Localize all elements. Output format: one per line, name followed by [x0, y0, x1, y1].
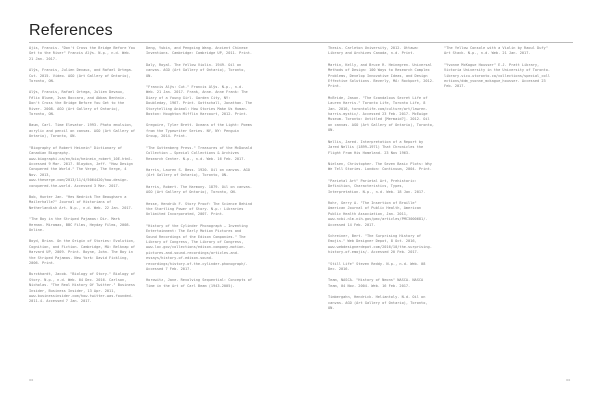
reference-entry: Deng, Yubin, and Pengxing Wang. Ancient Chinese Inventions. Cambridge: Cambridge UP, 2011. Print. [146, 46, 253, 56]
page-title: References [29, 22, 113, 39]
reference-entry: Timbergahn, Hendrick. Heliantoly. N.d. Oil on canvas. AGO (Art Gallery of Ontario), Toronto, ON. [328, 295, 428, 311]
reference-column-4 [444, 46, 552, 376]
reference-entry: Bob, Hunter Jan. "Hes Nedrick The Beaugharn a Mailerhalle?" Journal of Historians of Netherlandish Art. N.p., n.d. Web. 22 Jan. 2017. [29, 194, 133, 210]
reference-entry: Rohr, Gerry A. "The Insertion of Braille" American Journal of Public Health, American Public Health Association, Jan. 2011, www.ncbi.nlm.nih.gov/pmc/articles/PMC3000681/. Accessed 14 Feb. 2017. [328, 200, 428, 227]
reference-entry: Team, NASCA. "History of Neons" NASCA. NASCA Team, 04 Nov. 2004. Web. 16 Feb. 2017. [328, 278, 424, 288]
reference-entry: Thesis. Carleton University, 2012. Ottawa: Library and Archives Canada, n.d. Print. [328, 46, 419, 56]
reference-entry: Martin, Kelly, and Bruce R. Heinegren. Universal Methods of Design: 100 Ways to Research Complex Problems, Develop Innovative Ideas, and Design Effective Solutions. Beverly, MA: Rockport, 2012. Print. [328, 62, 435, 89]
reference-entry: "Parietal Art" Parietal Art, Prehistoric: Definition, Characteristics, Types, Interpretation. N.p., n.d. Web. 18 Jan. 2017. [328, 178, 426, 194]
reference-entry: Harris, Lauren S. Bess. 1920. Oil on canvas. AGO (Art Gallery of Ontario), Toronto, ON. [146, 167, 250, 178]
reference-entry: Baum, Carl. Time Elevator. 1993. Photo emulsion, acrylic and pencil on canvas. AGO (Art Gallery of Ontario), Toronto, ON. [29, 123, 136, 139]
reference-entry: "Yvonne McKague Housser" E.J. Pratt Library, Victoria University in the University of Toronto. library.vicu.utoronto.ca/collections/special_collections/ddm_yvonne_mckague_housser. Accessed 23 Feb. 2017. [444, 62, 551, 89]
reference-entry: Horowitz, Jane. Revolving Sequential: Concepts of Time in the Art of Carl Beam (1943-2005). [146, 278, 253, 288]
reference-entry: Burckhardt, Jacob. "Biology of Story." Biology of Story. N.p., n.d. Web. 04 Dec. 2016. Carlson, Nicholas. "The Real History Of Twitter." Business Insider, Business Insider, 13 Apr. 2011, www.businessinsider.com/how-twitter-was-founded-2011-4. Accessed 7 Jan. 2017. [29, 272, 136, 304]
page-number-left: xx [29, 378, 34, 382]
reference-entry: "History of the Cylinder Phonograph – Inventing Entertainment: The Early Motion Pictures and Sound Recordings of the Edison Companies." The Library of Congress, The Library of Congress, www.loc.gov/collections/edison-company-motion-pictures-and-sound-recordings/articles-and-essays/history-of-edison-sound-recordings/history-of-the-cylinder-phonograph/. Accessed 7 Feb. 2017. [146, 223, 248, 271]
reference-entry: "The Yellow Console with a Violin by Raoul Dufy" Art Stack. N.p., n.d. Web. 21 Jan. 2017. [444, 46, 548, 56]
reference-entry: "Biography of Robert Heinein" Dictionary of Canadian Biography. www.biographi.ca/en/bio/heinein_robert_10E.html. Accessed 9 Mar. 2017. Blaydon, Jeff. "How Design Conquered the World." The Verge, The Verge, 4 Nov. 2013, www.theverge.com/2013/11/4/5064420/how-design-conquered-the-world. Accessed 3 Mar. 2017. [29, 145, 133, 188]
reference-entry: Gregoire, Tyler Brett. Oceans of the Light: Poems from the Typewriter Series. NY, NY: Penguin Group, 2014. Print. [146, 123, 253, 139]
title-rule [29, 42, 573, 43]
reference-entry: Alÿs, Francis, Rafael Ortega, Julien Devaux, Félix Blume, Ivan Boccara, and Abbas Benhnin. Don't Cross the Bridge Before You Get to the River. 2008. AGO (Art Gallery of Ontario), Toronto, ON. [29, 90, 127, 117]
reference-entry: "The Guttenberg Press." Treasures of the McDonald Collection – Special Collections & Archives Research Center. N.p., n.d. Web. 16 Feb. 2017. [146, 145, 253, 161]
reference-entry: Ajis, Francis. "Don't Cross the Bridge Before You Get to the River" Francis Alÿs. N.p., n.d. Web. 21 Jan. 2017. [29, 46, 136, 61]
reference-entry: "The Boy in the Striped Pajamas: Dir. Mark Herman. Miramax, BBC Films, Heyday Films, 2008. Online. [29, 217, 131, 232]
reference-entry: Daly, Royal. The Yellow Violin. 1949. Oil on canvas. AGO (Art Gallery of Ontario), Toronto, ON. [146, 62, 246, 78]
reference-column-1 [29, 46, 137, 376]
reference-entry: "Still Life" Steven Reddy. N.p., n.d. Web. 08 Dec. 2016. [328, 261, 426, 271]
reference-column-3 [328, 46, 436, 376]
page-number-right: xx [566, 378, 571, 382]
reference-entry: Nellis, Jared. Interpretation of a Report by Jared Nellis (1899–1971) That Chronicles the Flight From His Homeland. 23 Nov 1963. [328, 139, 424, 155]
reference-entry: "Francis Alÿs: Cut." Francis Alÿs. N.p., n.d. Web. 21 Jan. 2017. Frank, Anne. Anne Frank: The Diary of a Young Girl. Garden City, NY: Doubleday, 1967. Print. Gottschall, Jonathan. The Storytelling Animal: How Stories Make Us Human. Boston: Houghton Mifflin Harcourt, 2012. Print. [146, 85, 253, 117]
reference-column-2 [146, 46, 254, 376]
reference-entry: Nielsen, Christopher. The Seven Basic Plots: Why We Tell Stories. London: Continuum, 2004. Print. [328, 161, 432, 172]
reference-entry: McBride, Jason. "The Scandalous Secret Life of Lauren Harris." Toronto Life, Toronto Life, 8 Jan. 2016, torontolife.com/culture/art/lawren-harris-mystic/. Accessed 23 Feb. 2017. McEwige Museum. Toronto: Untitled [Mermaid?]. 2012. Oil on canvas. AGO (Art Gallery of Ontario), Toronto, ON. [328, 95, 435, 133]
reference-entry: Boyd, Brian. On the Origin of Stories: Evolution, Cognition, and Fiction. Cambridge, MA: Belknap of Harvard UP, 2009. Print. Boyne, John. The Boy in the Striped Pajamas. New York: David Fickling, 2006. Print. [29, 239, 136, 265]
reference-entry: Alÿs, Francis, Julien Devaux, and Rafael Ortega. Cut. 2015. Video. AGO (Art Gallery of Ontario), Toronto, ON. [29, 68, 133, 84]
reference-entry: Hesse, Hendrik F. Story Proof: The Science Behind the Startling Power of Story. N.p.: Libraries Unlimited Incorporated, 2007. Print. [146, 201, 253, 217]
reference-entry: Harris, Robert. The Harmony. 1879. Oil on canvas. AGO (Art Gallery of Ontario), Toronto, ON. [146, 184, 253, 195]
reference-entry: Schreiner, Bert. "The Surprising History of Emojis." Web Designer Depot, 8 Oct. 2016, www.webdesignerdepot.com/2016/10/the-surprising-history-of-emojis/. Accessed 20 Feb. 2017. [328, 233, 432, 255]
